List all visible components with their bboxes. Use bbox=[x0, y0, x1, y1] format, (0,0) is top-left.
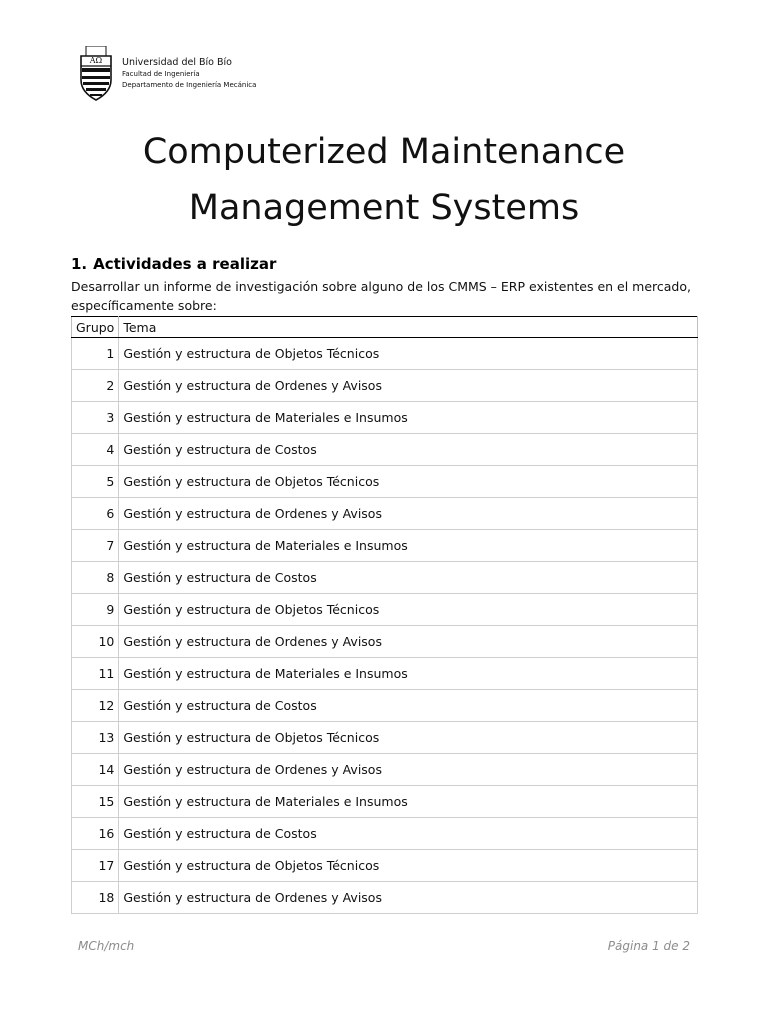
table-row bbox=[72, 658, 698, 690]
table-row bbox=[72, 786, 698, 818]
group-cell: 4 bbox=[72, 434, 119, 466]
topic-cell: Gestión y estructura de Costos bbox=[119, 818, 698, 850]
table-row bbox=[72, 498, 698, 530]
section-number: 1. bbox=[71, 255, 88, 273]
table-row bbox=[72, 434, 698, 466]
section-heading bbox=[71, 255, 276, 273]
table-row bbox=[72, 530, 698, 562]
table-row bbox=[72, 338, 698, 370]
group-cell: 10 bbox=[72, 626, 119, 658]
group-cell: 13 bbox=[72, 722, 119, 754]
group-cell: 11 bbox=[72, 658, 119, 690]
table-row bbox=[72, 402, 698, 434]
document-title bbox=[0, 124, 768, 236]
group-cell: 1 bbox=[72, 338, 119, 370]
crest-letters: AΩ bbox=[89, 56, 103, 65]
table-row bbox=[72, 562, 698, 594]
department-name: Departamento de Ingeniería Mecánica bbox=[122, 81, 257, 89]
topic-cell: Gestión y estructura de Materiales e Insumos bbox=[119, 402, 698, 434]
title-line-2: Management Systems bbox=[188, 188, 580, 228]
table-row bbox=[72, 370, 698, 402]
table-row bbox=[72, 626, 698, 658]
group-cell: 14 bbox=[72, 754, 119, 786]
topic-cell: Gestión y estructura de Ordenes y Avisos bbox=[119, 754, 698, 786]
university-crest-icon bbox=[78, 46, 114, 102]
topic-cell: Gestión y estructura de Ordenes y Avisos bbox=[119, 882, 698, 914]
topic-cell: Gestión y estructura de Objetos Técnicos bbox=[119, 338, 698, 370]
table-row bbox=[72, 690, 698, 722]
section-intro: Desarrollar un informe de investigación sobre alguno de los CMMS – ERP existentes en el mercado, específicamente sobre: bbox=[71, 279, 691, 313]
topic-cell: Gestión y estructura de Objetos Técnicos bbox=[119, 850, 698, 882]
topic-cell: Gestión y estructura de Ordenes y Avisos bbox=[119, 498, 698, 530]
topic-cell: Gestión y estructura de Costos bbox=[119, 690, 698, 722]
column-header-group: Grupo bbox=[72, 317, 119, 338]
group-cell: 15 bbox=[72, 786, 119, 818]
topics-table bbox=[71, 316, 698, 914]
table-row bbox=[72, 754, 698, 786]
topic-cell: Gestión y estructura de Materiales e Insumos bbox=[119, 530, 698, 562]
group-cell: 16 bbox=[72, 818, 119, 850]
topic-cell: Gestión y estructura de Objetos Técnicos bbox=[119, 722, 698, 754]
topic-cell: Gestión y estructura de Objetos Técnicos bbox=[119, 466, 698, 498]
topic-cell: Gestión y estructura de Costos bbox=[119, 562, 698, 594]
group-cell: 6 bbox=[72, 498, 119, 530]
group-cell: 12 bbox=[72, 690, 119, 722]
column-header-topic: Tema bbox=[119, 317, 698, 338]
group-cell: 9 bbox=[72, 594, 119, 626]
topic-cell: Gestión y estructura de Ordenes y Avisos bbox=[119, 370, 698, 402]
page-number: Página 1 de 2 bbox=[607, 939, 690, 953]
topic-cell: Gestión y estructura de Costos bbox=[119, 434, 698, 466]
table-row bbox=[72, 850, 698, 882]
table-row bbox=[72, 594, 698, 626]
group-cell: 8 bbox=[72, 562, 119, 594]
section-title: Actividades a realizar bbox=[93, 255, 277, 273]
table-header-row bbox=[72, 317, 698, 338]
topic-cell: Gestión y estructura de Materiales e Insumos bbox=[119, 786, 698, 818]
footer-initials: MCh/mch bbox=[78, 939, 135, 953]
table-row bbox=[72, 466, 698, 498]
group-cell: 5 bbox=[72, 466, 119, 498]
faculty-name: Facultad de Ingeniería bbox=[122, 70, 200, 78]
topic-cell: Gestión y estructura de Ordenes y Avisos bbox=[119, 626, 698, 658]
group-cell: 2 bbox=[72, 370, 119, 402]
letterhead bbox=[78, 46, 256, 102]
table-row bbox=[72, 882, 698, 914]
topic-cell: Gestión y estructura de Objetos Técnicos bbox=[119, 594, 698, 626]
group-cell: 18 bbox=[72, 882, 119, 914]
group-cell: 3 bbox=[72, 402, 119, 434]
group-cell: 17 bbox=[72, 850, 119, 882]
topic-cell: Gestión y estructura de Materiales e Insumos bbox=[119, 658, 698, 690]
table-row bbox=[72, 818, 698, 850]
group-cell: 7 bbox=[72, 530, 119, 562]
university-name: Universidad del Bío Bío bbox=[122, 57, 232, 68]
title-line-1: Computerized Maintenance bbox=[142, 132, 626, 172]
table-row bbox=[72, 722, 698, 754]
